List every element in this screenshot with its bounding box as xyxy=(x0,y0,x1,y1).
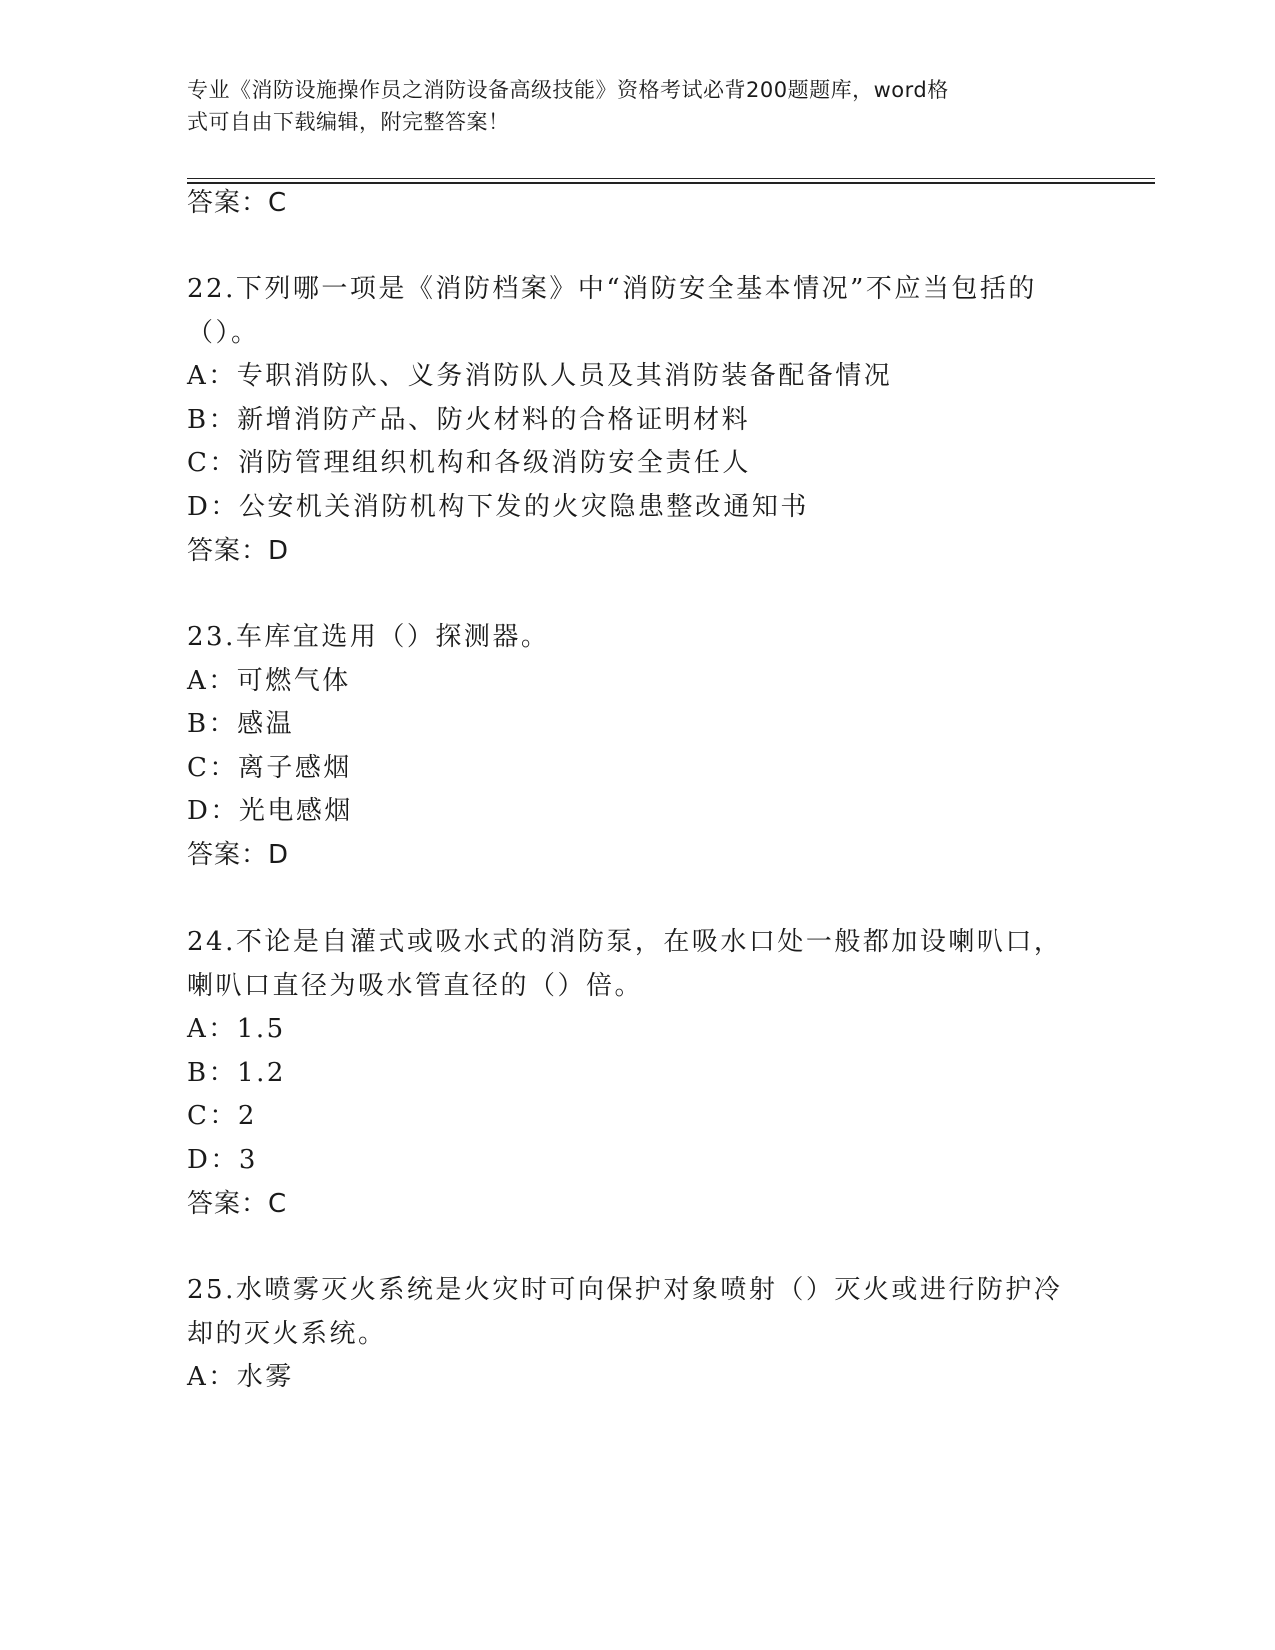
question-24-option-a: A：1.5 xyxy=(187,1014,286,1044)
question-22-stem-line-2: （）。 xyxy=(187,318,260,348)
question-25-option-a: A：水雾 xyxy=(187,1362,294,1392)
question-22-option-c: C：消防管理组织机构和各级消防安全责任人 xyxy=(187,448,751,478)
question-25-stem-line-2: 却的灭火系统。 xyxy=(187,1319,387,1349)
question-22-stem-line-1: 22.下列哪一项是《消防档案》中“消防安全基本情况”不应当包括的 xyxy=(187,274,1037,304)
document-header xyxy=(187,74,1067,138)
question-24-stem-line-1: 24.不论是自灌式或吸水式的消防泵，在吸水口处一般都加设喇叭口， xyxy=(187,927,1063,957)
question-22-option-a: A：专职消防队、义务消防队人员及其消防装备配备情况 xyxy=(187,361,893,391)
question-22-option-d: D：公安机关消防机构下发的火灾隐患整改通知书 xyxy=(187,492,809,522)
question-24-option-d: D：3 xyxy=(187,1145,258,1175)
question-23-option-b: B：感温 xyxy=(187,709,295,739)
question-23-answer: 答案：D xyxy=(187,840,290,870)
question-24-option-c: C：2 xyxy=(187,1101,257,1131)
header-divider-thick xyxy=(187,182,1155,184)
header-line-1: 专业《消防设施操作员之消防设备高级技能》资格考试必背200题题库，word格 xyxy=(187,78,949,102)
question-23-stem-line-1: 23.车库宜选用（）探测器。 xyxy=(187,622,550,652)
question-22-option-b: B：新增消防产品、防火材料的合格证明材料 xyxy=(187,405,751,435)
header-divider-thin xyxy=(187,178,1155,179)
question-24-option-b: B：1.2 xyxy=(187,1058,286,1088)
answer-previous: 答案：C xyxy=(187,188,288,218)
header-line-2: 式可自由下载编辑，附完整答案！ xyxy=(187,110,510,134)
question-22-answer: 答案：D xyxy=(187,536,290,566)
question-24-stem-line-2: 喇叭口直径为吸水管直径的（）倍。 xyxy=(187,971,644,1001)
question-23-option-a: A：可燃气体 xyxy=(187,666,351,696)
question-25-stem-line-1: 25.水喷雾灭火系统是火灾时可向保护对象喷射（）灭火或进行防护冷 xyxy=(187,1275,1063,1305)
question-23-option-c: C：离子感烟 xyxy=(187,753,352,783)
question-23-option-d: D：光电感烟 xyxy=(187,796,353,826)
question-24-answer: 答案：C xyxy=(187,1189,288,1219)
